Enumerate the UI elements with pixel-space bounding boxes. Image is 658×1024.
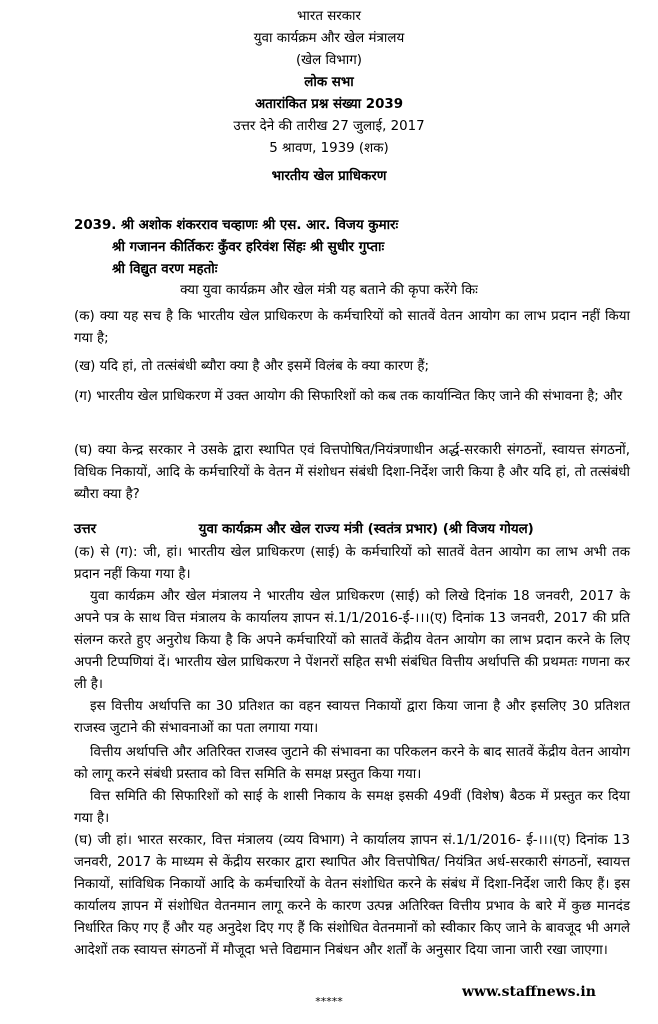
question-part-kha: (ख) यदि हां, तो तत्संबंधी ब्यौरा क्या है और इसमें विलंब के क्या कारण हैं; [74,359,429,374]
question-part-gha: (घ) क्या केन्द्र सरकार ने उसके द्वारा स्थापित एवं वित्तपोषित/नियंत्रणाधीन अर्द्ध-सरकारी संगठनों, स्वायत्त संगठनों, विधिक निकायों, आदि के कर्मचारियों के वेतन में संशोधन संबंधी दिशा-निर्देश जारी किया है और यदि हां, तो तत्संबंधी ब्यौरा क्या है? [74,443,630,502]
answer-paragraph-2: युवा कार्यक्रम और खेल मंत्रालय ने भारतीय खेल प्राधिकरण (साई) को लिखे दिनांक 18 जनवरी, 2017 के अपने पत्र के साथ वित्त मंत्रालय के कार्यालय ज्ञापन सं.1/1/2016-ई-।।।(ए) दिनांक 13 जनवरी, 2017 की प्रति संलग्न करते हुए अनुरोध किया है कि अपने कर्मचारियों को सातवें केंद्रीय वेतन आयोग का लाभ प्रदान करने के लिए अपनी टिप्पणियां दें। भारतीय खेल प्राधिकरण ने पेंशनरों सहित सभी संबंधित वित्तीय अर्थापत्ति की प्रथमतः गणना कर ली है। [74,589,630,692]
question-part-ga: (ग) भारतीय खेल प्राधिकरण में उक्त आयोग की सिफारिशों को कब तक कार्यान्वित किए जाने की संभावना है; और [74,389,623,404]
answer-part-ka-ga: (क) से (ग): जी, हां। भारतीय खेल प्राधिकरण (साई) के कर्मचारियों को सातवें वेतन आयोग का लाभ अभी तक प्रदान नहीं किया गया है। [74,545,630,582]
answer-part-gha: (घ) जी हां। भारत सरकार, वित्त मंत्रालय (व्यय विभाग) ने कार्यालय ज्ञापन सं.1/1/2016- ई-।।।(ए) दिनांक 13 जनवरी, 2017 के माध्यम से केंद्रीय सरकार द्वारा स्थापित और वित्तपोषित/ नियंत्रित अर्ध-सरकारी संगठनों, स्वायत्त निकायों, सांविधिक निकायों आदि के कर्मचारियों के वेतन संशोधित करने के संबंध में दिशा-निर्देश जारी किए हैं। इस कार्यालय ज्ञापन में संशोधित वेतनमान लागू करने के कारण उत्पन्न अतिरिक्त वित्तीय प्रभाव के बारे में कुछ मानदंड निर्धारित किए गए हैं और यह अनुदेश दिए गए हैं कि संशोधित वेतनमानों को स्वीकार किए जाने के बावजूद भी अगले आदेशों तक स्वायत्त संगठनों में मौजूदा भत्ते विद्यमान निबंधन और शर्तों के अनुसार दिया जाना जारी रखा जाएगा। [74,833,630,958]
watermark-website: www.staffnews.in [462,984,596,1000]
answer-paragraph-5: वित्त समिति की सिफारिशों को साई के शासी निकाय के समक्ष इसकी 49वीं (विशेष) बैठक में प्रस्तुत कर दिया गया है। [74,789,630,826]
answer-heading [74,519,630,541]
question-members [74,215,634,281]
members-line-3: श्री विद्युत वरण महतोः [112,262,218,277]
answer-paragraph-3: इस वित्तीय अर्थापत्ति का 30 प्रतिशत का वहन स्वायत्त निकायों द्वारा किया जाना है और इसलिए 30 प्रतिशत राजस्व जुटाने की संभावनाओं का पता लगाया गया। [74,699,630,736]
members-line-2: श्री गजानन कीर्तिकरः कुँवर हरिवंश सिंहः श्री सुधीर गुप्ताः [112,240,385,255]
document-subject: भारतीय खेल प्राधिकरण [271,169,387,184]
header-ministry: युवा कार्यक्रम और खेल मंत्रालय [253,31,405,46]
header-government: भारत सरकार [296,9,361,24]
end-marker: ***** [315,995,343,1008]
answer-label: उत्तर [74,522,97,537]
header-house: लोक सभा [304,75,354,90]
header-answer-date: उत्तर देने की तारीख 27 जुलाई, 2017 [233,119,425,134]
answer-minister: युवा कार्यक्रम और खेल राज्य मंत्री (स्वतंत्र प्रभार) (श्री विजय गोयल) [198,522,534,537]
header-department: (खेल विभाग) [295,53,363,68]
members-line-1: 2039. श्री अशोक शंकरराव चव्हाणः श्री एस. आर. विजय कुमारः [74,218,399,233]
document-header [0,6,658,188]
header-question-number: अतारांकित प्रश्न संख्या 2039 [254,97,404,112]
header-saka-date: 5 श्रावण, 1939 (शक) [269,141,389,156]
question-intro: क्या युवा कार्यक्रम और खेल मंत्री यह बताने की कृपा करेंगे किः [180,283,478,298]
answer-paragraph-4: वित्तीय अर्थापत्ति और अतिरिक्त राजस्व जुटाने की संभावना का परिकलन करने के बाद सातवें केंद्रीय वेतन आयोग को लागू करने संबंधी प्रस्ताव को वित्त समिति के समक्ष प्रस्तुत किया गया। [74,745,630,782]
question-part-ka: (क) क्या यह सच है कि भारतीय खेल प्राधिकरण के कर्मचारियों को सातवें वेतन आयोग का लाभ प्रदान नहीं किया गया है; [74,309,630,346]
